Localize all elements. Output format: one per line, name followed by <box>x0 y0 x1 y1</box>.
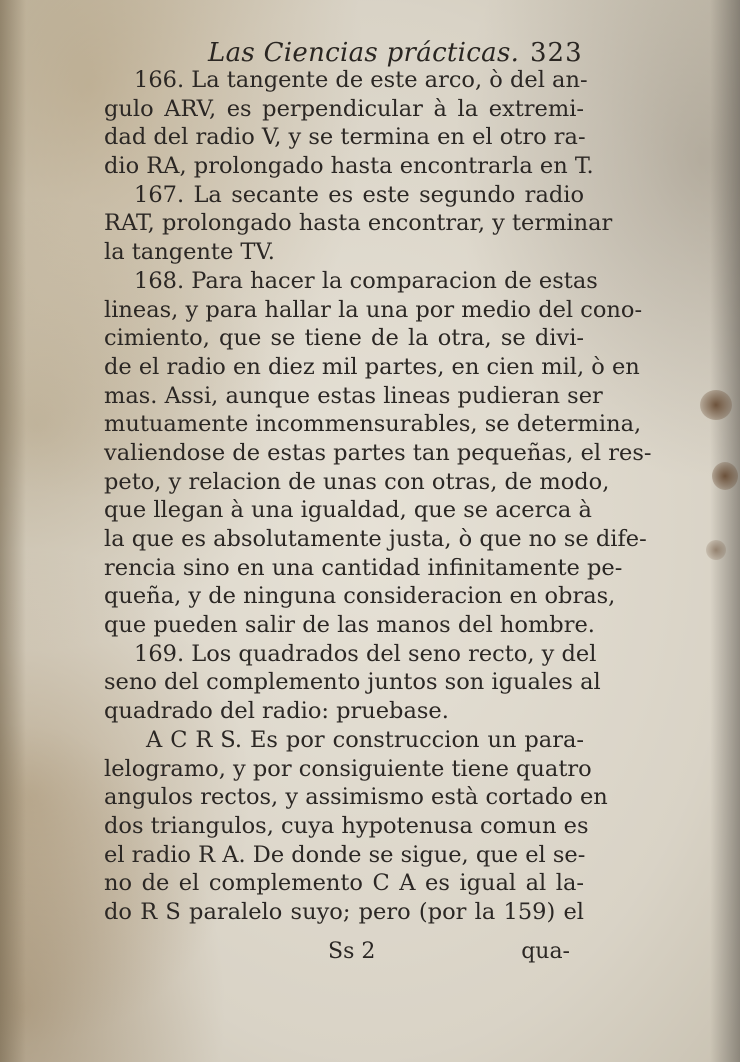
text-line: peto, y relacion de unas con otras, de modo, <box>104 468 610 495</box>
page-edge-shadow-left <box>0 0 26 1062</box>
catchword: qua- <box>521 939 570 964</box>
page-number: 323 <box>530 38 583 68</box>
text-line: rencia sino en una cantidad infinitamente pe- <box>104 554 623 581</box>
text-line: 168. Para hacer la comparacion de estas <box>134 267 598 294</box>
text-line: 167. La secante es este segundo radio <box>134 181 584 208</box>
text-line: mutuamente incommensurables, se determina, <box>104 411 642 438</box>
page-edge-shadow-right <box>710 0 740 1062</box>
text-line: que llegan à una igualdad, que se acerca à <box>104 497 592 524</box>
text-line: dos triangulos, cuya hypotenusa comun es <box>104 812 589 839</box>
text-line: 169. Los quadrados del seno recto, y del <box>134 640 597 667</box>
text-line: angulos rectos, y assimismo està cortado en <box>104 784 608 811</box>
page-header <box>208 36 588 70</box>
text-line: que pueden salir de las manos del hombre. <box>104 612 595 639</box>
text-line: dad del radio V, y se termina en el otro ra- <box>104 124 586 151</box>
text-line: A C R S. Es por construccion un para- <box>146 726 584 753</box>
foxing-stain <box>706 540 726 560</box>
text-line: mas. Assi, aunque estas lineas pudieran ser <box>104 382 603 409</box>
text-line: de el radio en diez mil partes, en cien mil, ò en <box>104 353 640 380</box>
text-line: RAT, prolongado hasta encontrar, y terminar <box>104 210 613 237</box>
text-line: gulo ARV, es perpendicular à la extremi- <box>104 95 584 122</box>
text-line: queña, y de ninguna consideracion en obras, <box>104 583 616 610</box>
text-line: la que es absolutamente justa, ò que no se dife- <box>104 526 647 552</box>
text-line: seno del complemento juntos son iguales al <box>104 669 601 696</box>
text-line: lineas, y para hallar la una por medio del cono- <box>104 296 643 323</box>
text-line: 166. La tangente de este arco, ò del an- <box>134 67 588 93</box>
body-text <box>104 66 652 927</box>
text-line: la tangente TV. <box>104 239 275 266</box>
text-line: el radio R A. De donde se sigue, que el se- <box>104 841 586 868</box>
text-line: do R S paralelo suyo; pero (por la 159) el <box>104 898 584 925</box>
foxing-stain <box>712 462 738 490</box>
text-line: no de el complemento C A es igual al la- <box>104 870 584 897</box>
text-line: quadrado del radio: pruebase. <box>104 698 449 725</box>
foxing-stain <box>700 390 732 420</box>
page-footer <box>104 938 584 966</box>
signature-mark: Ss 2 <box>328 939 376 964</box>
running-title: Las Ciencias prácticas. <box>208 38 520 68</box>
text-line: cimiento, que se tiene de la otra, se divi- <box>104 325 584 352</box>
text-line: valiendose de estas partes tan pequeñas, el res- <box>104 439 652 466</box>
text-line: dio RA, prolongado hasta encontrarla en T. <box>104 153 594 180</box>
text-line: lelogramo, y por consiguiente tiene quatro <box>104 755 592 782</box>
